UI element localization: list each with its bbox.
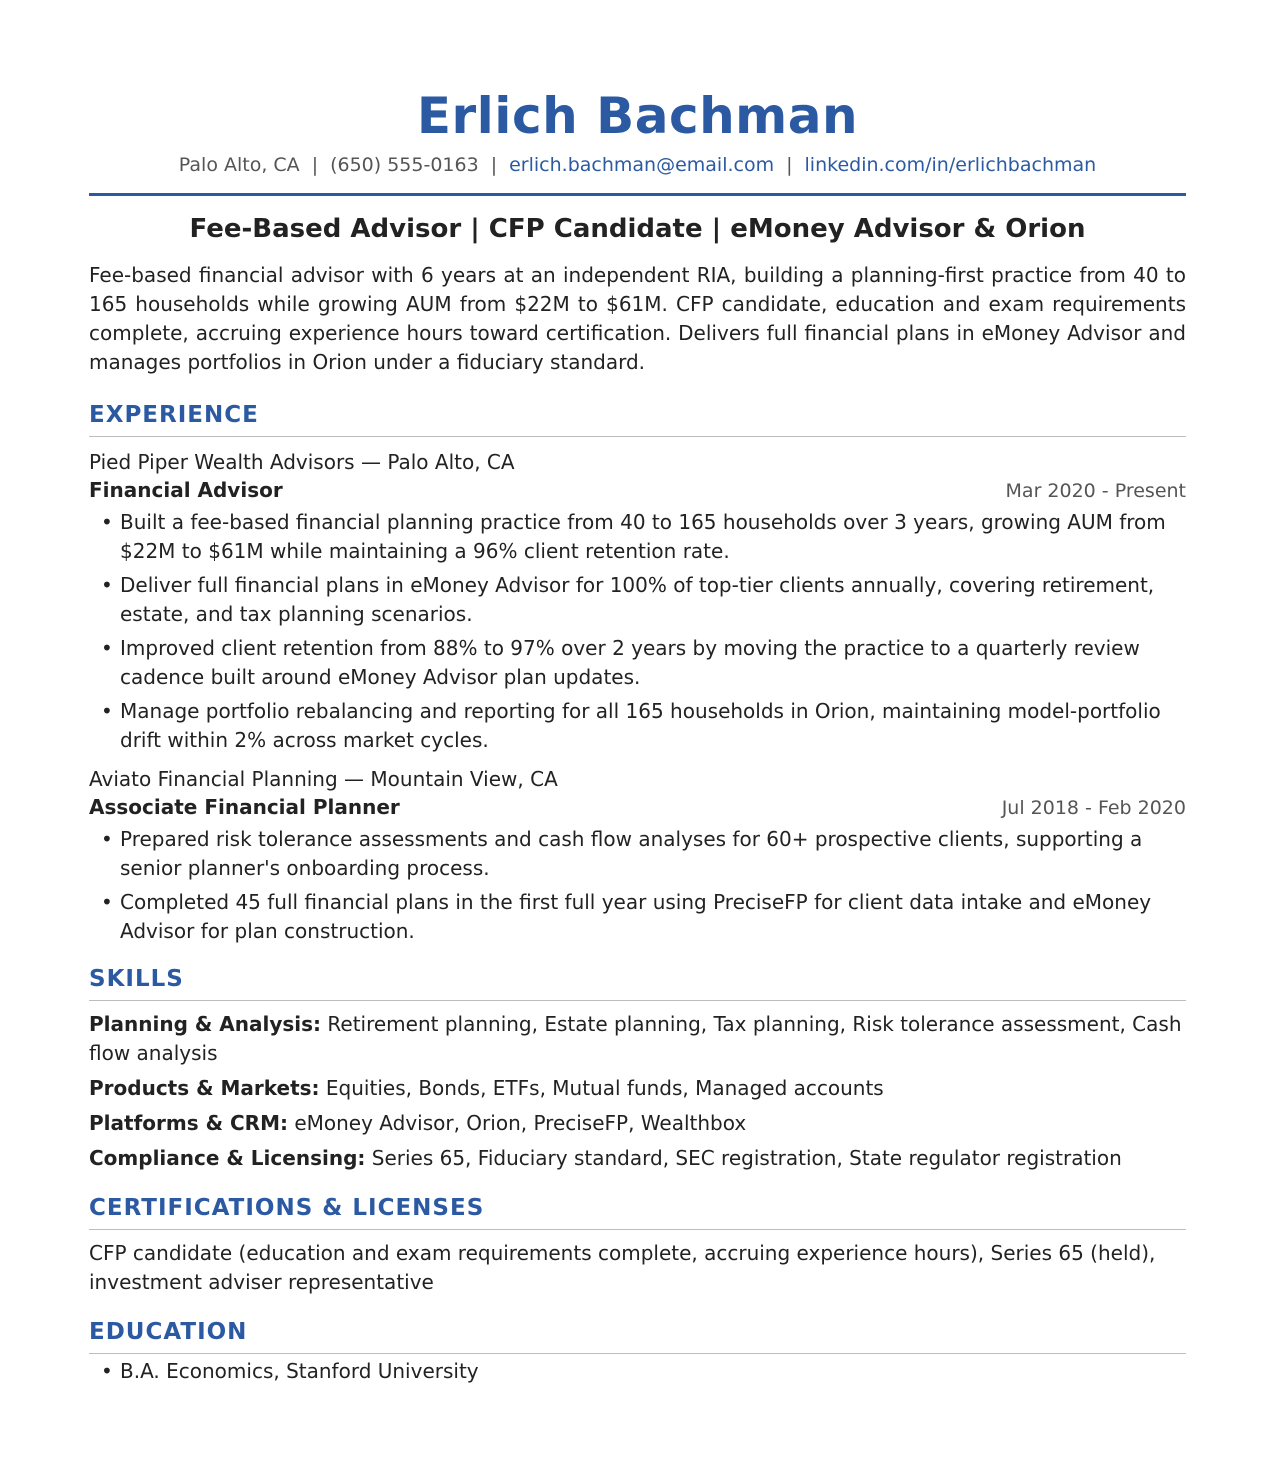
skill-value: Equities, Bonds, ETFs, Mutual funds, Managed accounts bbox=[325, 1076, 884, 1100]
job-role: Associate Financial Planner bbox=[89, 795, 400, 819]
job-bullet: • Built a fee-based financial planning practice from 40 to 165 households over 3 years, growing AUM from $22M to $61M while maintaining a 96% client retention rate. bbox=[89, 508, 1186, 566]
section-title-education: EDUCATION bbox=[89, 1319, 248, 1345]
section-title-experience: EXPERIENCE bbox=[89, 402, 259, 428]
section-divider bbox=[89, 1229, 1186, 1230]
job-bullet: • Improved client retention from 88% to 97% over 2 years by moving the practice to a quarterly review cadence built around eMoney Advisor plan updates. bbox=[89, 634, 1186, 692]
header-divider bbox=[89, 193, 1186, 196]
job-company: Pied Piper Wealth Advisors — Palo Alto, CA bbox=[89, 450, 515, 474]
skill-label: Planning & Analysis: bbox=[89, 1012, 322, 1036]
skill-value: Retirement planning, Estate planning, Tax planning, Risk tolerance assessment, Cash flow analysis bbox=[89, 1012, 1182, 1065]
skill-label: Platforms & CRM: bbox=[89, 1111, 288, 1135]
certifications-text: CFP candidate (education and exam requirements complete, accruing experience hours), Series 65 (held), investment adviser representative bbox=[89, 1241, 1156, 1294]
skill-label: Compliance & Licensing: bbox=[89, 1146, 366, 1170]
section-title-certifications: CERTIFICATIONS & LICENSES bbox=[89, 1195, 485, 1221]
contact-phone: (650) 555-0163 bbox=[330, 154, 479, 176]
skill-value: eMoney Advisor, Orion, PreciseFP, Wealthbox bbox=[294, 1111, 747, 1135]
skills-list bbox=[89, 1010, 1186, 1173]
education-list bbox=[89, 1357, 1186, 1386]
job-dates: Mar 2020 - Present bbox=[1005, 480, 1186, 502]
education-item: • B.A. Economics, Stanford University bbox=[89, 1357, 1186, 1386]
skill-line bbox=[89, 1074, 1186, 1103]
professional-headline: Fee-Based Advisor | CFP Candidate | eMoney Advisor & Orion bbox=[189, 214, 1086, 244]
section-divider bbox=[89, 1000, 1186, 1001]
skill-line bbox=[89, 1144, 1186, 1173]
skill-line bbox=[89, 1109, 1186, 1138]
skill-line bbox=[89, 1010, 1186, 1068]
job-bullets bbox=[89, 508, 1186, 755]
job-bullets bbox=[89, 825, 1186, 946]
contact-linkedin-link[interactable]: linkedin.com/in/erlichbachman bbox=[804, 154, 1097, 176]
section-divider bbox=[89, 436, 1186, 437]
skill-value: Series 65, Fiduciary standard, SEC registration, State regulator registration bbox=[371, 1146, 1122, 1170]
job-company: Aviato Financial Planning — Mountain View, CA bbox=[89, 767, 558, 791]
job-dates: Jul 2018 - Feb 2020 bbox=[1001, 797, 1186, 819]
skill-label: Products & Markets: bbox=[89, 1076, 320, 1100]
job-bullet: • Prepared risk tolerance assessments and cash flow analyses for 60+ prospective clients, supporting a senior planner's onboarding process. bbox=[89, 825, 1186, 883]
contact-separator: | bbox=[786, 154, 793, 176]
job-entry bbox=[89, 765, 1186, 946]
job-role-row bbox=[89, 476, 1186, 505]
resume-page bbox=[89, 0, 1186, 1386]
job-entry bbox=[89, 448, 1186, 755]
candidate-name: Erlich Bachman bbox=[416, 87, 859, 145]
section-title-skills: SKILLS bbox=[89, 966, 184, 992]
job-bullet: • Deliver full financial plans in eMoney Advisor for 100% of top-tier clients annually, covering retirement, estate, and tax planning scenarios. bbox=[89, 571, 1186, 629]
contact-line bbox=[89, 152, 1186, 178]
summary-paragraph: Fee-based financial advisor with 6 years at an independent RIA, building a planning-first practice from 40 to 165 households while growing AUM from $22M to $61M. CFP candidate, education and exam requirements complete, accruing experience hours toward certification. Delivers full financial plans in eMoney Advisor and manages portfolios in Orion under a fiduciary standard. bbox=[89, 263, 1186, 374]
job-bullet: • Manage portfolio rebalancing and reporting for all 165 households in Orion, maintaining model-portfolio drift within 2% across market cycles. bbox=[89, 697, 1186, 755]
contact-separator: | bbox=[311, 154, 319, 176]
job-bullet: • Completed 45 full financial plans in the first full year using PreciseFP for client data intake and eMoney Advisor for plan construction. bbox=[89, 888, 1186, 946]
section-divider bbox=[89, 1353, 1186, 1354]
job-role: Financial Advisor bbox=[89, 478, 283, 502]
job-role-row bbox=[89, 793, 1186, 822]
contact-separator: | bbox=[490, 154, 498, 176]
contact-location: Palo Alto, CA bbox=[178, 154, 300, 176]
contact-email-link[interactable]: erlich.bachman@email.com bbox=[509, 154, 775, 176]
